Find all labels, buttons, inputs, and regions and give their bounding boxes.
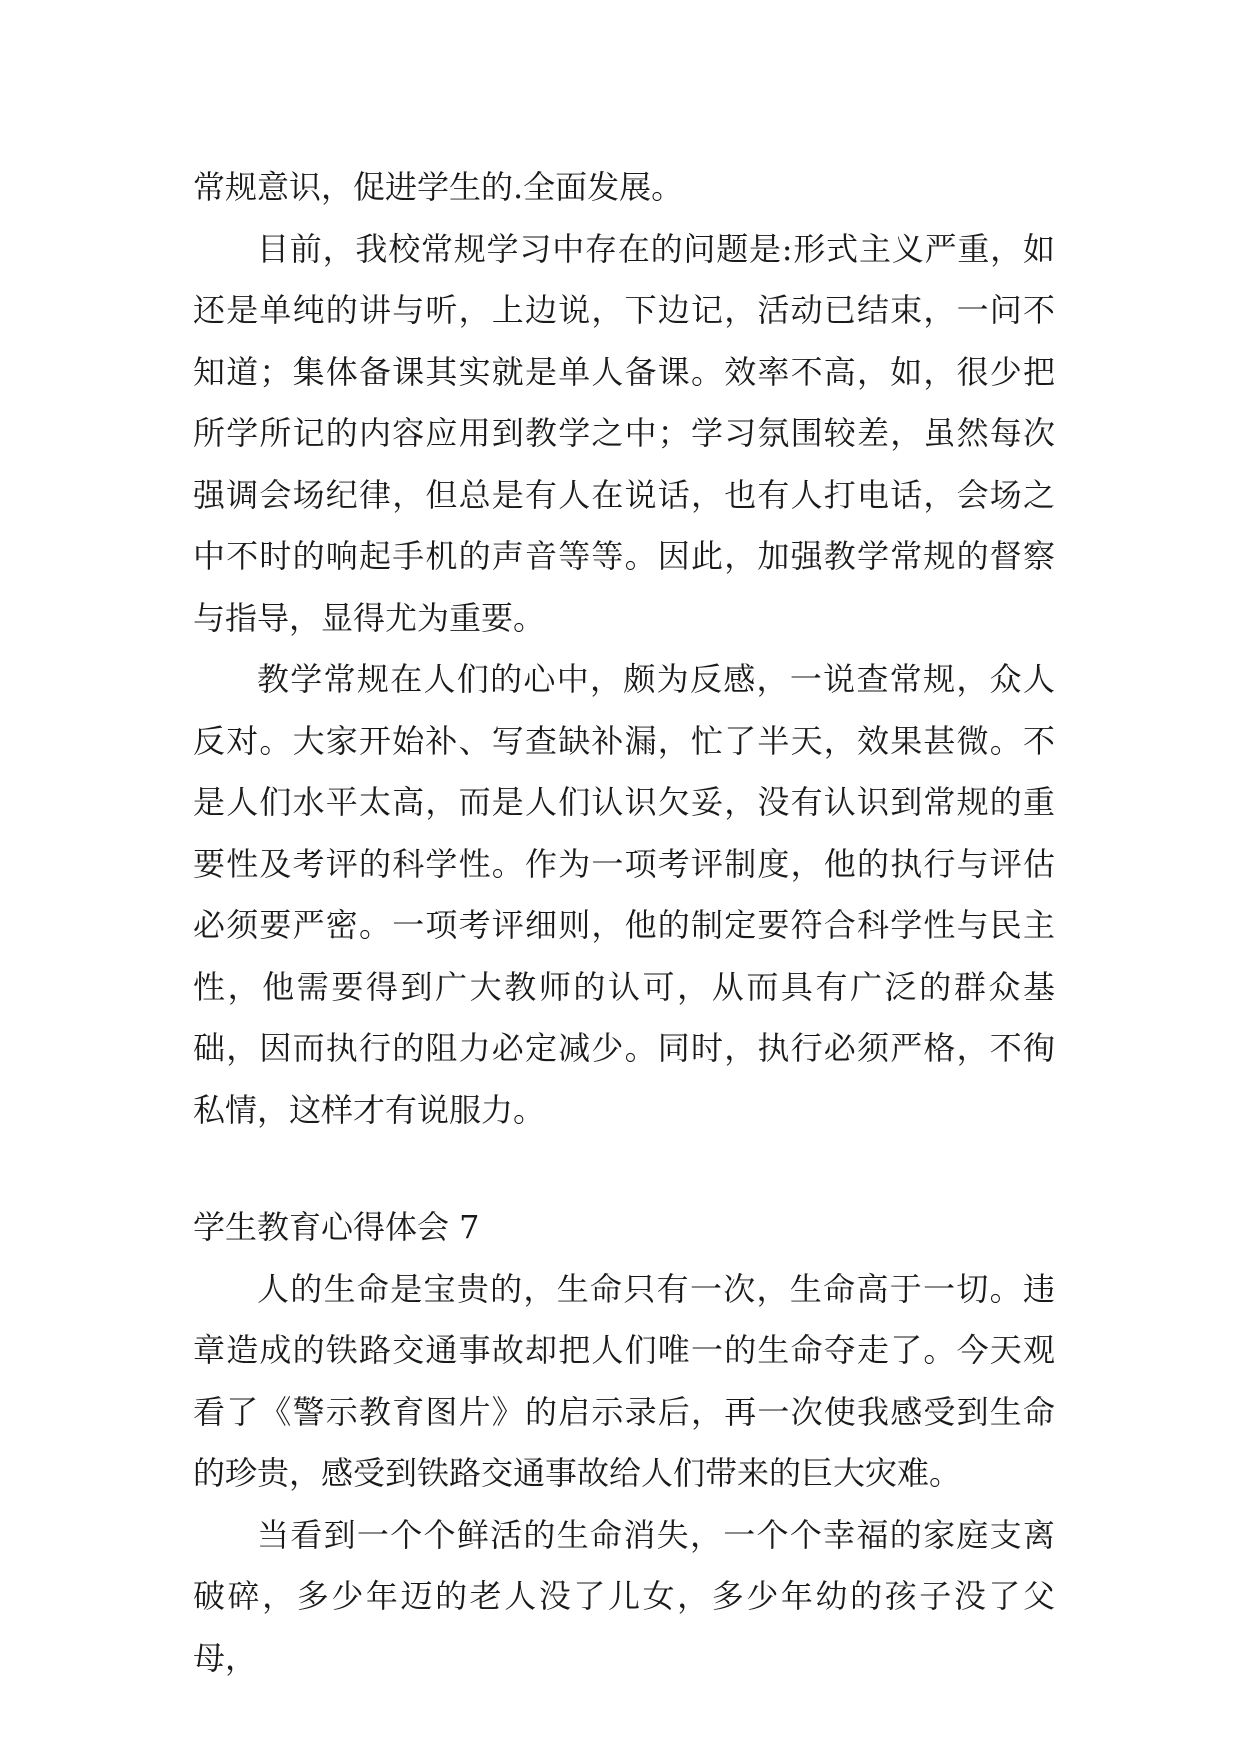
body-paragraph: 教学常规在人们的心中，颇为反感，一说查常规，众人反对。大家开始补、写查缺补漏，忙了半天，效果甚微。不是人们水平太高，而是人们认识欠妥，没有认识到常规的重要性及考评的科学性。作为一项考评制度，他的执行与评估必须要严密。一项考评细则，他的制定要符合科学性与民主性，他需要得到广大教师的认可，从而具有广泛的群众基础，因而执行的阻力必定减少。同时，执行必须严格，不徇私情，这样才有说服力。 — [193, 660, 1055, 1129]
continuation-paragraph: 常规意识，促进学生的.全面发展。 — [193, 168, 684, 206]
body-paragraph: 当看到一个个鲜活的生命消失，一个个幸福的家庭支离破碎，多少年迈的老人没了儿女，多少年幼的孩子没了父母， — [193, 1515, 1055, 1677]
section-title: 学生教育心得体会 7 — [193, 1208, 480, 1246]
body-paragraph: 目前，我校常规学习中存在的问题是:形式主义严重，如还是单纯的讲与听，上边说，下边记，活动已结束，一问不知道；集体备课其实就是单人备课。效率不高，如，很少把所学所记的内容应用到教学之中；学习氛围较差，虽然每次强调会场纪律，但总是有人在说话，也有人打电话，会场之中不时的响起手机的声音等等。因此，加强教学常规的督察与指导，显得尤为重要。 — [193, 229, 1055, 637]
document-body — [193, 157, 1055, 1689]
body-paragraph: 人的生命是宝贵的，生命只有一次，生命高于一切。违章造成的铁路交通事故却把人们唯一的生命夺走了。今天观看了《警示教育图片》的启示录后，再一次使我感受到生命的珍贵，感受到铁路交通事故给人们带来的巨大灾难。 — [193, 1269, 1055, 1492]
